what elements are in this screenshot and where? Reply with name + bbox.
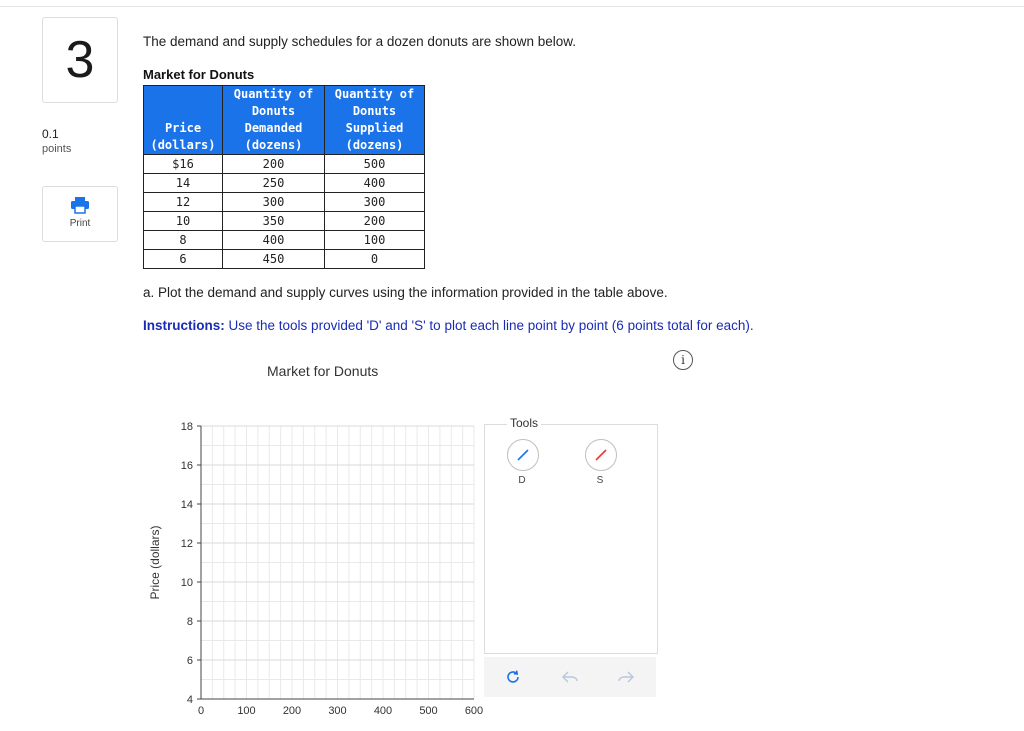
y-tick-label: 6 bbox=[186, 655, 193, 667]
reset-button[interactable] bbox=[503, 667, 523, 687]
top-divider bbox=[0, 6, 1024, 7]
table-row bbox=[144, 155, 425, 174]
y-axis-label: Price (dollars) bbox=[148, 525, 162, 600]
y-tick-label: 8 bbox=[186, 616, 193, 628]
part-a-text: a. Plot the demand and supply curves using the information provided in the table above. bbox=[143, 285, 668, 300]
instructions-label: Instructions: bbox=[143, 318, 225, 333]
y-tick-label: 10 bbox=[180, 577, 193, 589]
y-tick-label: 18 bbox=[180, 421, 193, 433]
print-button[interactable] bbox=[42, 186, 118, 242]
y-tick-label: 16 bbox=[180, 460, 193, 472]
cell-price: 10 bbox=[144, 212, 223, 231]
cell-price: 14 bbox=[144, 174, 223, 193]
schedule-table bbox=[143, 85, 425, 269]
x-tick-label: 400 bbox=[373, 705, 393, 717]
points-info bbox=[42, 127, 71, 157]
x-tick-label: 300 bbox=[328, 705, 347, 717]
x-tick-label: 200 bbox=[282, 705, 302, 717]
redo-icon bbox=[617, 668, 635, 686]
cell-supplied: 300 bbox=[325, 193, 425, 212]
price-quantity-plot[interactable] bbox=[140, 410, 485, 720]
action-bar bbox=[484, 657, 656, 697]
cell-demanded: 300 bbox=[223, 193, 325, 212]
print-label: Print bbox=[69, 218, 91, 229]
supply-tool-label: S bbox=[596, 475, 604, 486]
redo-button[interactable] bbox=[616, 667, 636, 687]
header-supplied: Quantity of Donuts Supplied (dozens) bbox=[325, 86, 425, 155]
cell-demanded: 450 bbox=[223, 250, 325, 269]
y-tick-label: 4 bbox=[186, 694, 193, 706]
cell-supplied: 500 bbox=[325, 155, 425, 174]
cell-demanded: 200 bbox=[223, 155, 325, 174]
header-price: Price (dollars) bbox=[144, 86, 223, 155]
cell-demanded: 250 bbox=[223, 174, 325, 193]
chart-title: Market for Donuts bbox=[267, 363, 379, 379]
info-icon[interactable]: i bbox=[673, 350, 693, 370]
table-row bbox=[144, 193, 425, 212]
intro-text: The demand and supply schedules for a dozen donuts are shown below. bbox=[143, 34, 577, 49]
points-value: 0.1 bbox=[42, 127, 59, 141]
x-tick-label: 600 bbox=[464, 705, 484, 717]
question-number: 3 bbox=[42, 17, 118, 103]
x-tick-label: 100 bbox=[237, 705, 256, 717]
tools-title: Tools bbox=[507, 416, 541, 430]
y-tick-label: 12 bbox=[180, 538, 193, 550]
cell-demanded: 400 bbox=[223, 231, 325, 250]
demand-line-icon bbox=[515, 447, 531, 463]
points-unit: points bbox=[42, 143, 72, 155]
cell-price: 12 bbox=[144, 193, 223, 212]
printer-icon bbox=[70, 196, 90, 214]
undo-button[interactable] bbox=[560, 667, 580, 687]
table-title: Market for Donuts bbox=[143, 67, 255, 82]
undo-icon bbox=[561, 668, 579, 686]
cell-price: $16 bbox=[144, 155, 223, 174]
y-tick-label: 14 bbox=[180, 499, 193, 511]
cell-price: 6 bbox=[144, 250, 223, 269]
table-row bbox=[144, 231, 425, 250]
header-demanded: Quantity of Donuts Demanded (dozens) bbox=[223, 86, 325, 155]
cell-supplied: 0 bbox=[325, 250, 425, 269]
cell-demanded: 350 bbox=[223, 212, 325, 231]
supply-tool-button[interactable] bbox=[585, 439, 617, 471]
cell-supplied: 100 bbox=[325, 231, 425, 250]
table-row bbox=[144, 250, 425, 269]
demand-tool-label: D bbox=[518, 475, 526, 486]
instructions bbox=[143, 318, 754, 333]
cell-price: 8 bbox=[144, 231, 223, 250]
cell-supplied: 400 bbox=[325, 174, 425, 193]
table-row bbox=[144, 212, 425, 231]
x-tick-label: 500 bbox=[419, 705, 438, 717]
table-row bbox=[144, 174, 425, 193]
instructions-text: Use the tools provided 'D' and 'S' to plot each line point by point (6 points total for each). bbox=[224, 318, 754, 333]
supply-line-icon bbox=[593, 447, 609, 463]
cell-supplied: 200 bbox=[325, 212, 425, 231]
x-tick-label: 0 bbox=[197, 705, 205, 717]
reset-icon bbox=[504, 668, 522, 686]
demand-tool-button[interactable] bbox=[507, 439, 539, 471]
